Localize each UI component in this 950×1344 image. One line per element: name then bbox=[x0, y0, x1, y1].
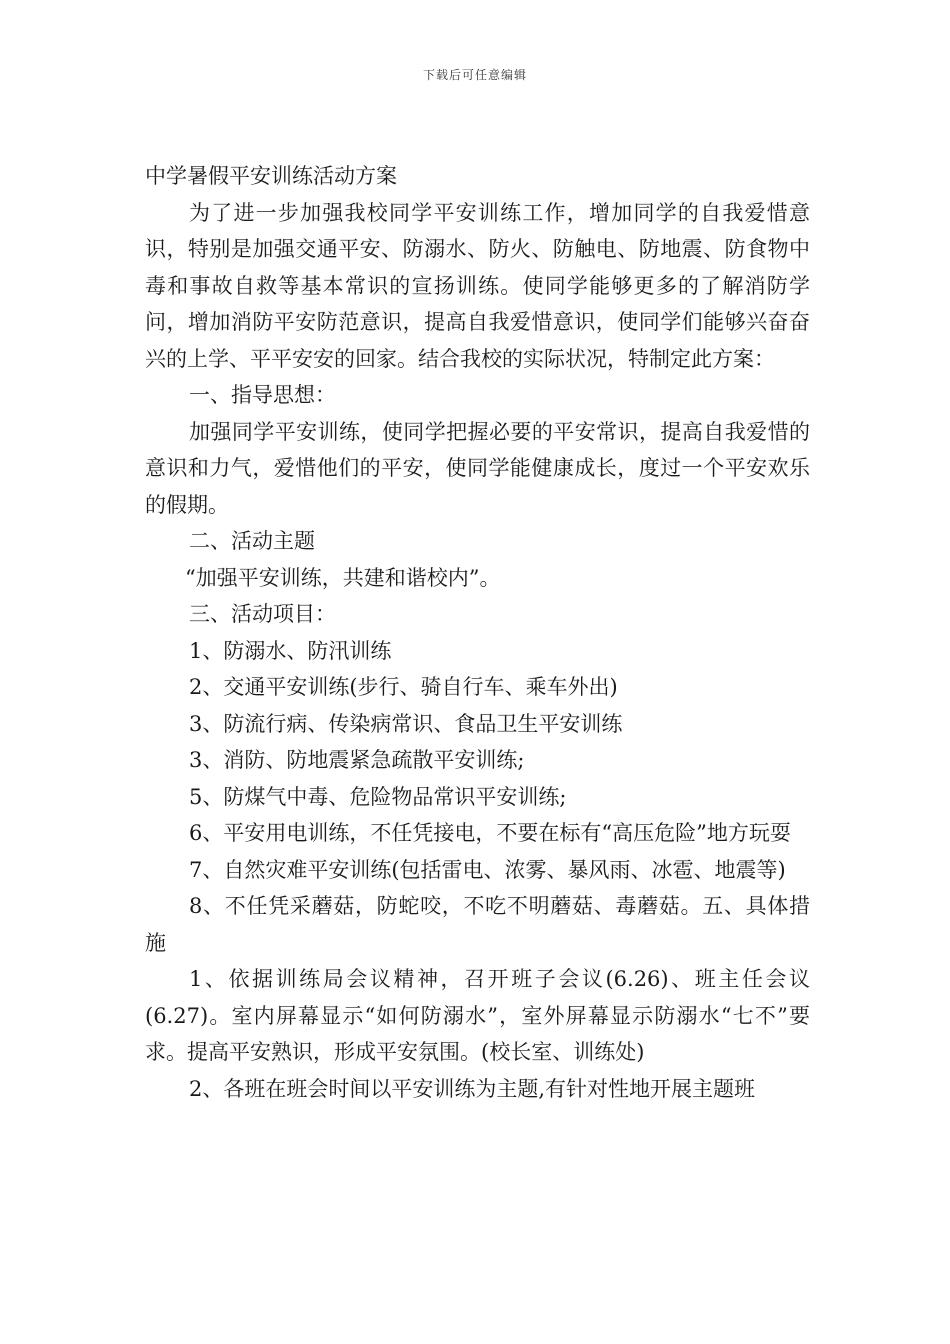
list-item: 7、自然灾难平安训练(包括雷电、浓雾、暴风雨、冰雹、地震等) bbox=[189, 857, 786, 882]
section-heading: 一、指导思想： bbox=[189, 383, 336, 407]
list-item: 3、消防、防地震紧急疏散平安训练; bbox=[189, 748, 525, 772]
list-item: 2、各班在班会时间以平安训练为主题,有针对性地开展主题班 bbox=[189, 1076, 756, 1101]
section-heading: 三、活动项目： bbox=[189, 602, 336, 626]
paragraph: 加强同学平安训练，使同学把握必要的平安常识，提高自我爱惜的意识和力气，爱惜他们的平安，使同学能健康成长，度过一个平安欢乐的假期。 bbox=[145, 419, 810, 517]
header-note: 下载后可任意编辑 bbox=[422, 68, 527, 82]
paragraph: “加强平安训练，共建和谐校内”。 bbox=[185, 565, 501, 590]
list-item: 3、防流行病、传染病常识、食品卫生平安训练 bbox=[189, 711, 623, 736]
list-item: 8、不任凭采蘑菇，防蛇咬，不吃不明蘑菇、毒蘑菇。五、具体措施 bbox=[145, 894, 810, 955]
document-title: 中学暑假平安训练活动方案 bbox=[145, 164, 397, 188]
document-body bbox=[145, 158, 810, 1107]
paragraph: 为了进一步加强我校同学平安训练工作，增加同学的自我爱惜意识，特别是加强交通平安、防溺水、防火、防触电、防地震、防食物中毒和事故自救等基本常识的宣扬训练。使同学能够更多的了解消防学问，增加消防平安防范意识，提高自我爱惜意识，使同学们能够兴奋奋兴的上学、平平安安的回家。结合我校的实际状况，特制定此方案： bbox=[145, 200, 810, 371]
list-item: 2、交通平安训练(步行、骑自行车、乘车外出) bbox=[189, 675, 618, 699]
list-item: 1、防溺水、防汛训练 bbox=[189, 638, 392, 663]
list-item: 1、依据训练局会议精神，召开班子会议(6.26)、班主任会议(6.27)。室内屏幕显示“如何防溺水”，室外屏幕显示防溺水“七不”要求。提高平安熟识，形成平安氛围。(校长室、训练处) bbox=[145, 967, 810, 1064]
list-item: 5、防煤气中毒、危险物品常识平安训练; bbox=[189, 784, 567, 809]
section-heading: 二、活动主题 bbox=[189, 529, 315, 553]
list-item: 6、平安用电训练，不任凭接电，不要在标有“高压危险”地方玩耍 bbox=[189, 821, 791, 845]
